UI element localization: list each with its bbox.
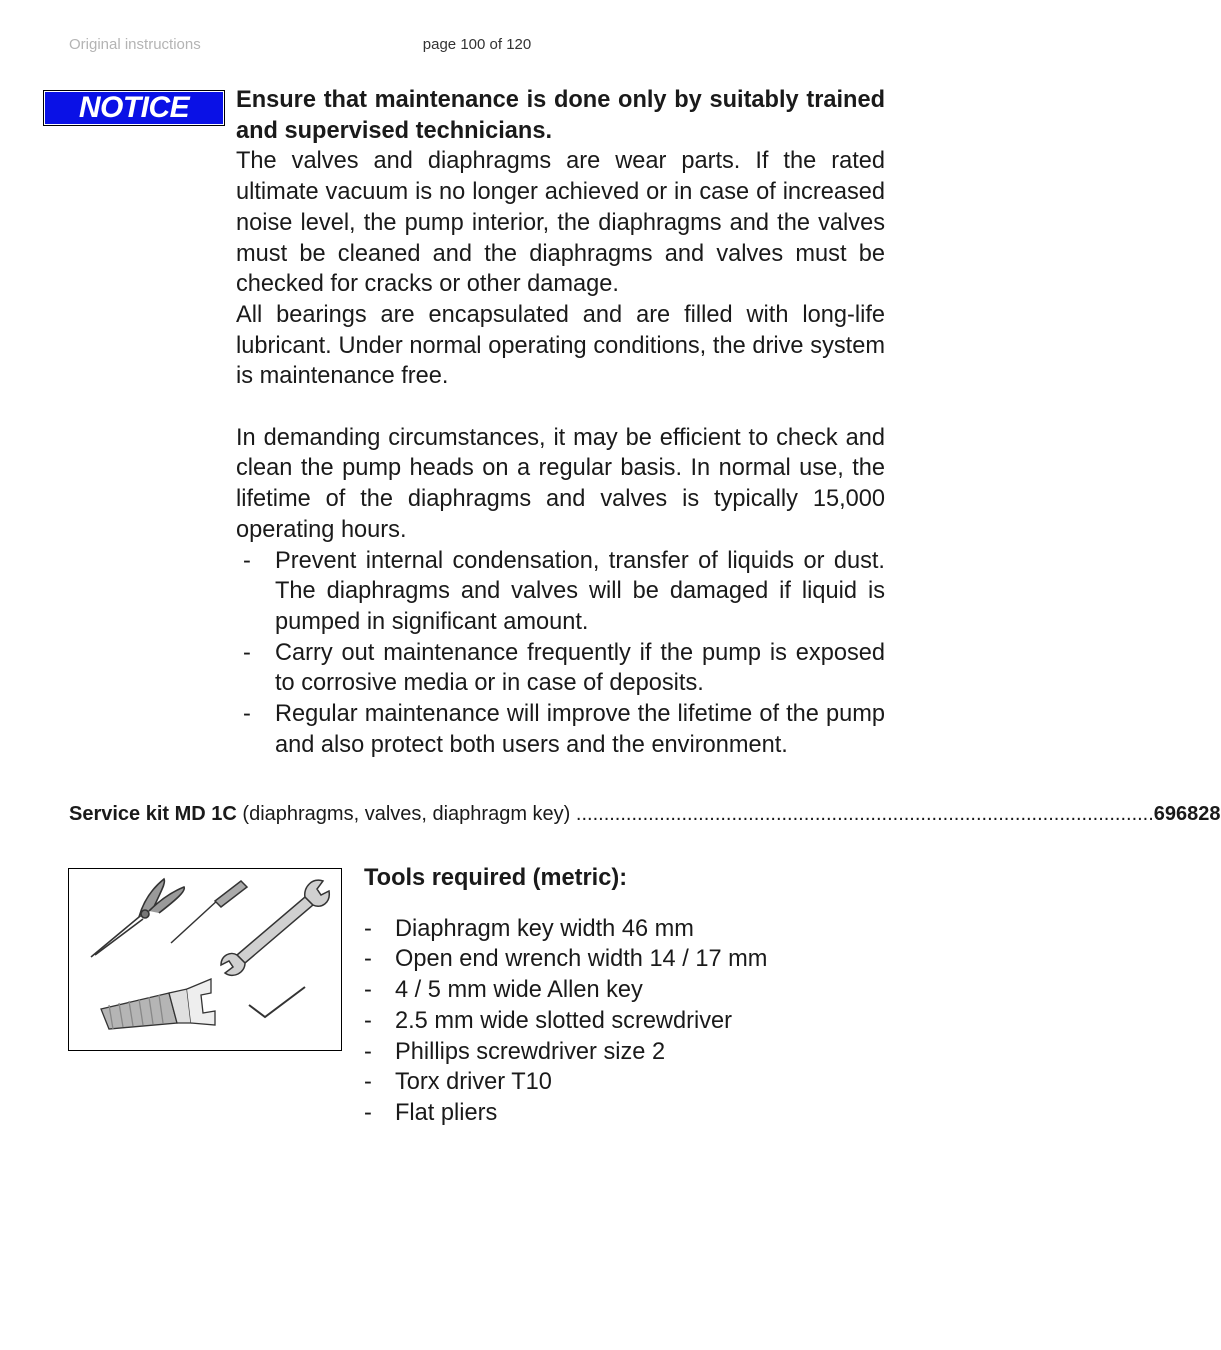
tools-list <box>364 914 924 1129</box>
maintenance-text <box>236 85 885 760</box>
bullet-dash: - <box>364 1007 372 1034</box>
bullet-dash: - <box>243 547 251 574</box>
diaphragm-key-icon <box>101 979 215 1029</box>
tool-item: Diaphragm key width 46 mm <box>395 915 694 942</box>
tool-item: Flat pliers <box>395 1099 498 1126</box>
list-item <box>236 546 885 638</box>
service-kit-line <box>69 800 1221 828</box>
pliers-icon <box>91 879 184 957</box>
bullet-dash: - <box>364 1069 372 1096</box>
bullet-text: Carry out maintenance frequently if the pump is exposed to corrosive media or in case of deposits. <box>275 639 885 697</box>
bullet-dash: - <box>364 977 372 1004</box>
list-item <box>364 1098 924 1129</box>
paragraph-demanding-circumstances: In demanding circumstances, it may be efficient to check and clean the pump heads on a regular basis. In normal use, the lifetime of the diaphragms and valves is typically 15,000 operating hours. <box>236 424 885 543</box>
notice-badge: NOTICE <box>43 90 225 126</box>
bullet-dash: - <box>243 701 251 728</box>
list-item <box>364 1037 924 1068</box>
bullet-dash: - <box>364 915 372 942</box>
list-item <box>236 699 885 760</box>
tool-item: 2.5 mm wide slotted screwdriver <box>395 1007 732 1034</box>
tool-item: Torx driver T10 <box>395 1069 552 1096</box>
list-item <box>236 638 885 699</box>
paragraph-spacer <box>236 392 885 423</box>
allen-key-icon <box>249 987 305 1017</box>
bullet-text: Prevent internal condensation, transfer of liquids or dust. The diaphragms and valves will be damaged if liquid is pumped in significant amount. <box>275 547 885 635</box>
list-item <box>364 1006 924 1037</box>
tool-item: Open end wrench width 14 / 17 mm <box>395 946 768 973</box>
service-kit-leader-dots: ........................................................................................................ <box>575 803 1154 825</box>
maintenance-bullet-list <box>236 546 885 761</box>
notice-heading: Ensure that maintenance is done only by suitably trained and supervised technicians. <box>236 87 885 144</box>
service-kit-name: Service kit MD 1C <box>69 803 237 825</box>
paragraph-bearings: All bearings are encapsulated and are filled with long-life lubricant. Under normal operating conditions, the drive system is maintenance free. <box>236 301 885 390</box>
list-item <box>364 1067 924 1098</box>
tools-illustration-graphic <box>69 869 341 1050</box>
bullet-dash: - <box>364 1099 372 1126</box>
bullet-dash: - <box>243 639 251 666</box>
service-kit-code: 696828 <box>1153 803 1221 825</box>
tool-item: Phillips screwdriver size 2 <box>395 1038 666 1065</box>
list-item <box>364 914 924 945</box>
bullet-text: Regular maintenance will improve the lifetime of the pump and also protect both users and the environment. <box>275 701 885 758</box>
header-document-type: Original instructions <box>69 36 201 53</box>
tools-section <box>364 863 924 1129</box>
list-item <box>364 975 924 1006</box>
tools-title: Tools required (metric): <box>364 865 628 891</box>
paragraph-wear-parts: The valves and diaphragms are wear parts. If the rated ultimate vacuum is no longer achieved or in case of increased noise level, the pump interior, the diaphragms and the valves must be cleaned and the diaphragms and valves must be checked for cracks or other damage. <box>236 148 885 298</box>
list-item <box>364 944 924 975</box>
bullet-dash: - <box>364 1038 372 1065</box>
tool-item: 4 / 5 mm wide Allen key <box>395 977 643 1004</box>
bullet-dash: - <box>364 946 372 973</box>
service-kit-description: (diaphragms, valves, diaphragm key) <box>236 803 576 825</box>
tools-illustration <box>68 868 342 1051</box>
header-page-number: page 100 of 120 <box>422 36 532 53</box>
